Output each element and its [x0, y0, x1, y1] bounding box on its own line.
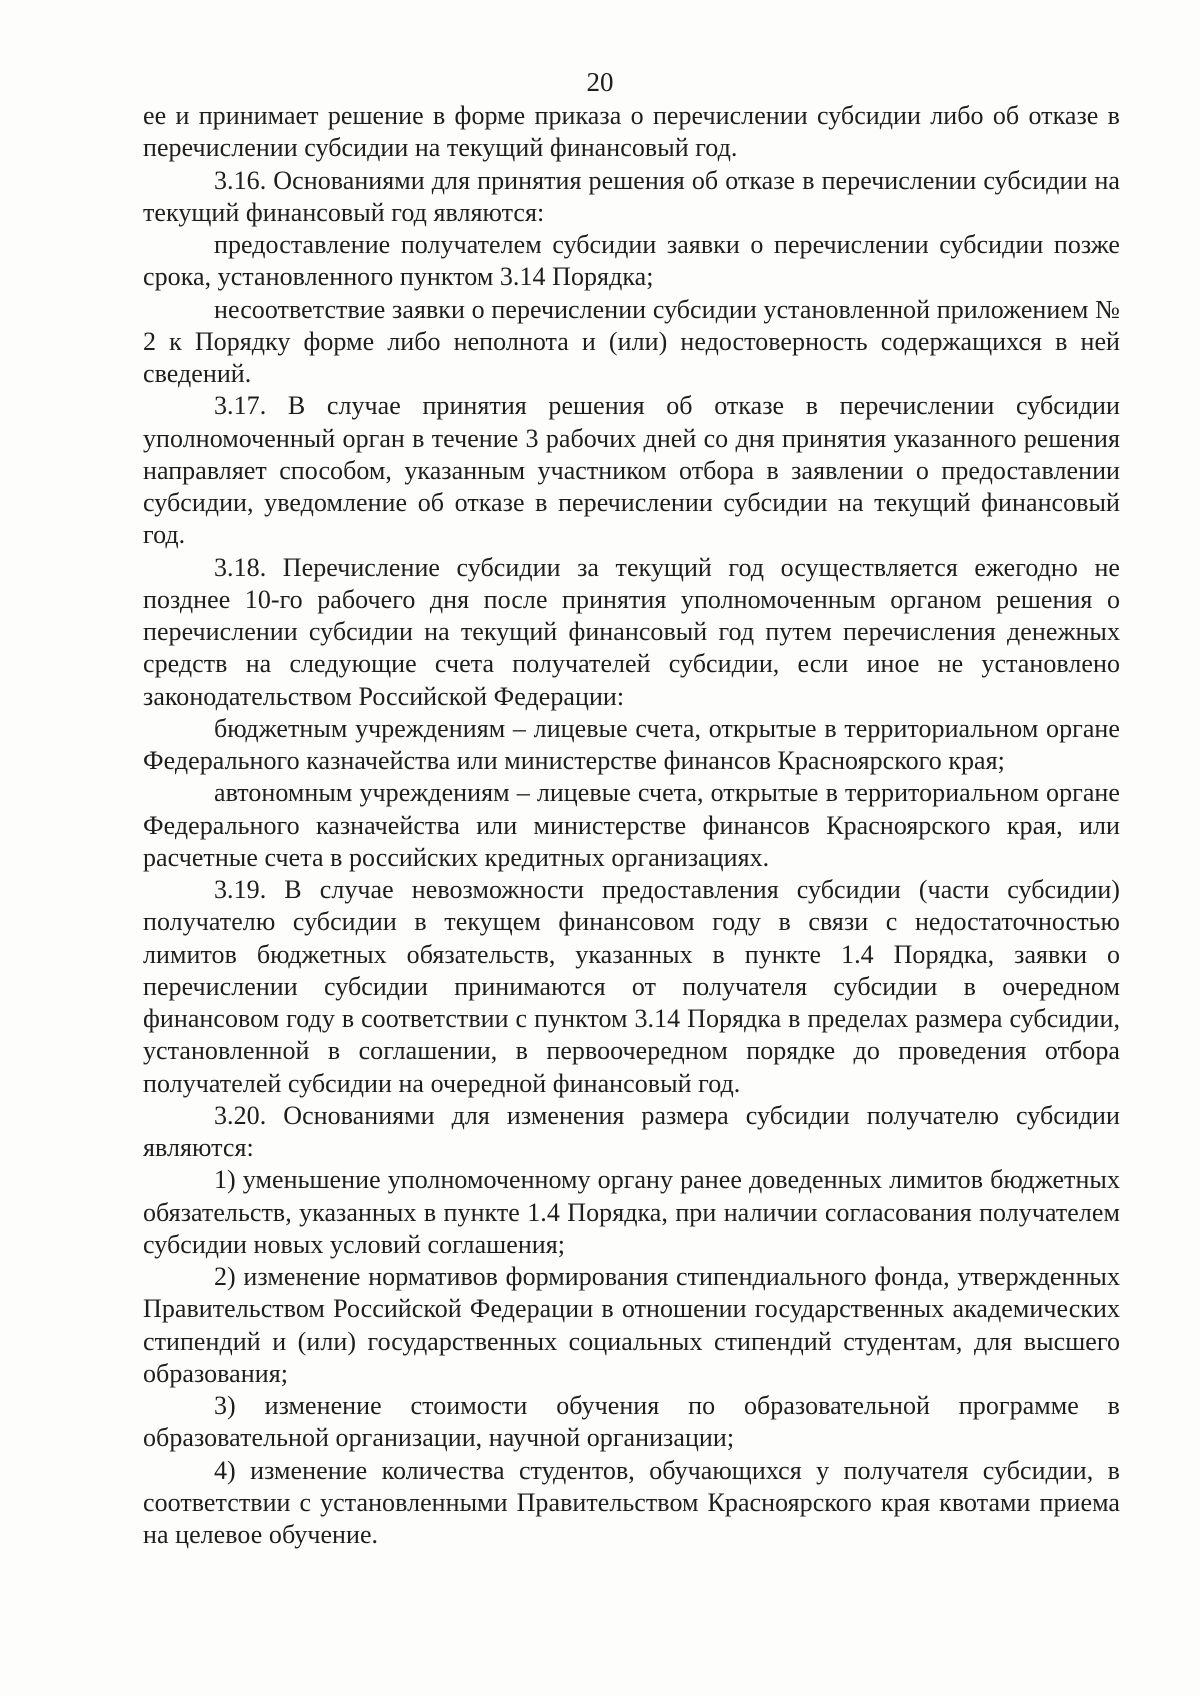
- paragraph-3-18: 3.18. Перечисление субсидии за текущий год осуществляется ежегодно не позднее 10-го рабочего дня после принятия уполномоченным органом решения о перечислении субсидии на текущий финансовый год путем перечисления денежных средств на следующие счета получателей субсидии, если иное не установлено законодательством Российской Федерации:: [143, 552, 1120, 711]
- paragraph-3-20-item-3: 3) изменение стоимости обучения по образовательной программе в образовательной организации, научной организации;: [143, 1391, 1120, 1453]
- paragraph-3-20-item-2: 2) изменение нормативов формирования стипендиального фонда, утвержденных Правительством Российской Федерации в отношении государственных академических стипендий и (или) государственных социальных стипендий студентам, для высшего образования;: [143, 1262, 1120, 1388]
- paragraph-3-20-item-4: 4) изменение количества студентов, обучающихся у получателя субсидии, в соответствии с установленными Правительством Красноярского края квотами приема на целевое обучение.: [143, 1455, 1120, 1549]
- paragraph-3-16: 3.16. Основаниями для принятия решения об отказе в перечислении субсидии на текущий финансовый год являются:: [143, 165, 1120, 227]
- paragraph-3-18-budget-institutions: бюджетным учреждениям – лицевые счета, открытые в территориальном органе Федерального казначейства или министерстве финансов Красноярского края;: [143, 713, 1120, 775]
- paragraph-3-20-item-1: 1) уменьшение уполномоченному органу ранее доведенных лимитов бюджетных обязательств, указанных в пункте 1.4 Порядка, при наличии согласования получателем субсидии новых условий соглашения;: [143, 1165, 1120, 1259]
- paragraph-3-16-item-late-submission: предоставление получателем субсидии заявки о перечислении субсидии позже срока, установленного пунктом 3.14 Порядка;: [143, 230, 1120, 292]
- paragraph-3-19: 3.19. В случае невозможности предоставления субсидии (части субсидии) получателю субсидии в текущем финансовом году в связи с недостаточностью лимитов бюджетных обязательств, указанных в пункте 1.4 Порядка, заявки о перечислении субсидии принимаются от получателя субсидии в очередном финансовом году в соответствии с пунктом 3.14 Порядка в пределах размера субсидии, установленной в соглашении, в первоочередном порядке до проведения отбора получателей субсидии на очередной финансовый год.: [143, 875, 1120, 1098]
- document-body: [143, 100, 1120, 1551]
- paragraph-continuation: ее и принимает решение в форме приказа о перечислении субсидии либо об отказе в перечислении субсидии на текущий финансовый год.: [143, 101, 1120, 163]
- paragraph-3-20: 3.20. Основаниями для изменения размера субсидии получателю субсидии являются:: [143, 1100, 1120, 1162]
- paragraph-3-16-item-form-mismatch: несоответствие заявки о перечислении субсидии установленной приложением № 2 к Порядку форме либо неполнота и (или) недостоверность содержащихся в ней сведений.: [143, 294, 1120, 388]
- page-number: 20: [586, 67, 614, 97]
- paragraph-3-17: 3.17. В случае принятия решения об отказе в перечислении субсидии уполномоченный орган в течение 3 рабочих дней со дня принятия указанного решения направляет способом, указанным участником отбора в заявлении о предоставлении субсидии, уведомление об отказе в перечислении субсидии на текущий финансовый год.: [143, 391, 1120, 550]
- paragraph-3-18-autonomous-institutions: автономным учреждениям – лицевые счета, открытые в территориальном органе Федерального казначейства или министерстве финансов Красноярского края, или расчетные счета в российских кредитных организациях.: [143, 778, 1120, 872]
